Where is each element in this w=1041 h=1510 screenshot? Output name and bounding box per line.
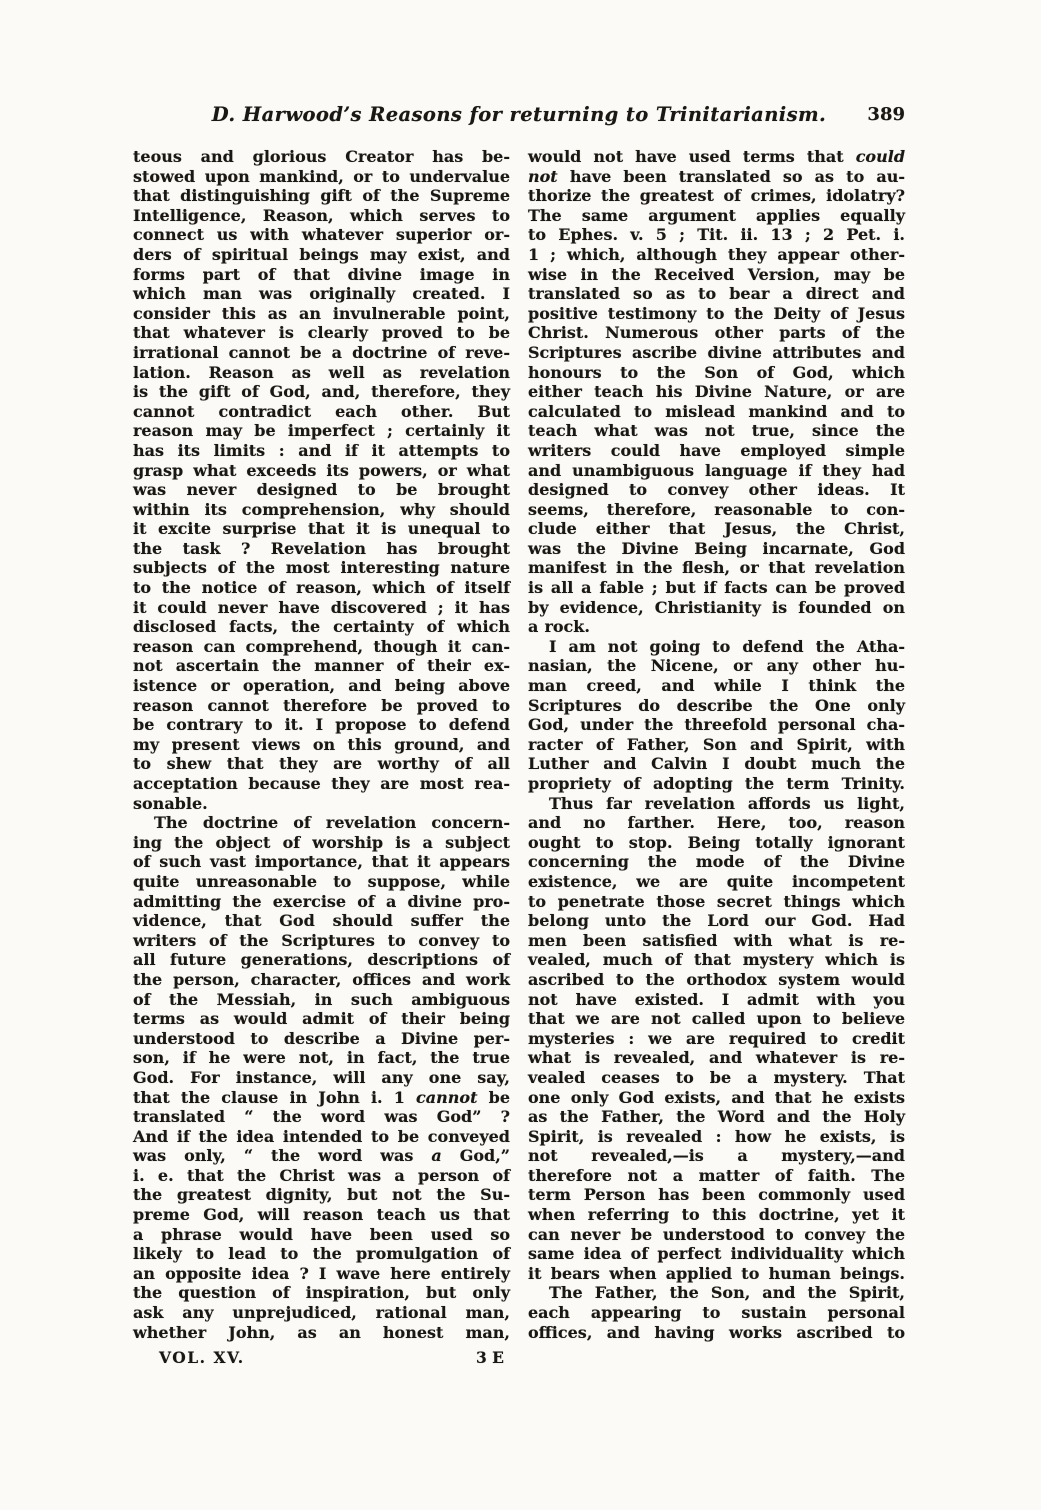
text-line: teous and glorious Creator has be- [133, 147, 510, 166]
signature-mark: 3 E [476, 1348, 504, 1368]
text-line: istence or operation, and being above [133, 676, 510, 696]
text-line: vidence, that God should suffer the [133, 911, 510, 931]
text-line: that whatever is clearly proved to be [133, 323, 510, 343]
text-line: the question of inspiration, but only [133, 1283, 510, 1303]
text-line: not have been translated so as to au- [528, 166, 905, 186]
text-line: consider this as an invulnerable point, [133, 303, 510, 323]
text-line: be contrary to it. I propose to defend [133, 715, 510, 735]
text-line: teach what was not true, since the [528, 421, 905, 441]
text-line: God. For instance, will any one say, [133, 1067, 510, 1087]
text-line: ought to stop. Being totally ignorant [528, 832, 905, 852]
text-line: the greatest dignity, but not the Su- [133, 1185, 510, 1205]
paragraph [133, 147, 510, 813]
text-line: manifest in the flesh, or that revelation [528, 558, 905, 578]
text-line: connect us with whatever superior or- [133, 225, 510, 245]
text-line: all future generations, descriptions of [133, 950, 510, 970]
text-line: has its limits : and if it attempts to [133, 440, 510, 460]
text-line: Scriptures ascribe divine attributes and [528, 342, 905, 362]
text-line: honours to the Son of God, which [528, 362, 905, 382]
text-line: ing the object of worship is a subject [133, 832, 510, 852]
text-line: understood to describe a Divine per- [133, 1028, 510, 1048]
left-column [133, 147, 510, 1342]
text-line: which man was originally created. I [133, 284, 510, 304]
text-line: and unambiguous language if they had [528, 460, 905, 480]
text-line: to shew that they are worthy of all [133, 754, 510, 774]
text-line: stowed upon mankind, or to undervalue [133, 166, 510, 186]
text-line: Thus far revelation affords us light, [549, 793, 905, 813]
text-line: nasian, the Nicene, or any other hu- [528, 656, 905, 676]
text-line: reason may be imperfect ; certainly it [133, 421, 510, 441]
text-line: God, under the threefold personal cha- [528, 715, 905, 735]
text-line: is the gift of God, and, therefore, they [133, 382, 510, 402]
text-line: an opposite idea ? I wave here entirely [133, 1263, 510, 1283]
text-line: acceptation because they are most rea- [133, 774, 510, 793]
text-line: lation. Reason as well as revelation [133, 362, 510, 382]
text-line: wise in the Received Version, may be [528, 264, 905, 284]
text-line: Luther and Calvin I doubt much the [528, 754, 905, 774]
text-line: writers of the Scriptures to convey to [133, 930, 510, 950]
text-line: reason can comprehend, though it can- [133, 636, 510, 656]
text-line: was never designed to be brought [133, 480, 510, 500]
text-line: disclosed facts, the certainty of which [133, 617, 510, 637]
text-line: cannot contradict each other. But [133, 401, 510, 421]
text-line: vealed, much of that mystery which is [528, 950, 905, 970]
text-line: of such vast importance, that it appears [133, 852, 510, 872]
two-column-text [133, 147, 905, 1342]
text-line: irrational cannot be a doctrine of reve- [133, 342, 510, 362]
text-line: a rock. [528, 617, 590, 637]
text-line: was the Divine Being incarnate, God [528, 538, 905, 558]
text-line: of the Messiah, in such ambiguous [133, 989, 510, 1009]
text-line: admitting the exercise of a divine pro- [133, 891, 510, 911]
text-line: and no farther. Here, too, reason [528, 813, 905, 833]
text-line: thorize the greatest of crimes, idolatry? [528, 186, 905, 206]
text-line: either teach his Divine Nature, or are [528, 382, 905, 402]
text-line: a phrase would have been used so [133, 1224, 510, 1244]
text-line: to penetrate those secret things which [528, 891, 905, 911]
paragraph [133, 813, 510, 1342]
text-line: offices, and having works ascribed to [528, 1322, 905, 1342]
paragraph [528, 794, 905, 1284]
text-line: ders of spiritual beings may exist, and [133, 244, 510, 264]
text-line: not revealed,—is a mystery,—and [528, 1146, 905, 1166]
text-line: term Person has been commonly used [528, 1185, 905, 1205]
text-line: translated so as to bear a direct and [528, 284, 905, 304]
text-line: Scriptures do describe the One only [528, 695, 905, 715]
text-line: whether John, as an honest man, [133, 1322, 510, 1342]
text-line: i. e. that the Christ was a person of [133, 1165, 510, 1185]
text-line: ask any unprejudiced, rational man, [133, 1303, 510, 1323]
text-line: can never be understood to convey the [528, 1224, 905, 1244]
text-line: as the Father, the Word and the Holy [528, 1107, 905, 1127]
text-line: existence, we are quite incompetent [528, 871, 905, 891]
text-line: Spirit, is revealed : how he exists, is [528, 1126, 905, 1146]
text-line: The doctrine of revelation concern- [154, 813, 510, 833]
text-line: mysteries : we are required to credit [528, 1028, 905, 1048]
text-line: calculated to mislead mankind and to [528, 401, 905, 421]
text-line: that distinguishing gift of the Supreme [133, 186, 510, 206]
text-line: men been satisfied with what is re- [528, 930, 905, 950]
text-line: reason cannot therefore be proved to [133, 695, 510, 715]
text-line: preme God, will reason teach us that [133, 1205, 510, 1225]
text-line: clude either that Jesus, the Christ, [528, 519, 905, 539]
text-line: And if the idea intended to be conveyed [133, 1126, 510, 1146]
volume-label: VOL. XV. [159, 1348, 245, 1368]
text-line: the person, character, offices and work [133, 969, 510, 989]
text-line: son, if he were not, in fact, the true [133, 1048, 510, 1068]
text-line: The same argument applies equally [528, 205, 905, 225]
text-line: racter of Father, Son and Spirit, with [528, 734, 905, 754]
text-line: by evidence, Christianity is founded on [528, 597, 905, 617]
text-line: one only God exists, and that he exists [528, 1087, 905, 1107]
text-line: designed to convey other ideas. It [528, 480, 905, 500]
text-line: when referring to this doctrine, yet it [528, 1205, 905, 1225]
text-line: is all a fable ; but if facts can be proved [528, 578, 905, 598]
text-line: my present views on this ground, and [133, 734, 510, 754]
text-line: ascribed to the orthodox system would [528, 969, 905, 989]
text-line: what is revealed, and whatever is re- [528, 1048, 905, 1068]
text-line: 1 ; which, although they appear other- [528, 244, 905, 264]
header-title: D. Harwood’s Reasons for returning to Trinitarianism. [211, 103, 827, 126]
text-line: man creed, and while I think the [528, 676, 905, 696]
text-line: writers could have employed simple [528, 440, 905, 460]
text-block [133, 103, 905, 1367]
text-line: translated “ the word was God” ? [133, 1107, 510, 1127]
text-line: terms as would admit of their being [133, 1009, 510, 1029]
page-number: 389 [867, 104, 905, 125]
text-line: concerning the mode of the Divine [528, 852, 905, 872]
text-line: to Ephes. v. 5 ; Tit. ii. 13 ; 2 Pet. i. [528, 225, 905, 245]
text-line: that the clause in John i. 1 cannot be [133, 1087, 511, 1107]
text-line: that we are not called upon to believe [528, 1009, 905, 1029]
page-footer [133, 1348, 510, 1367]
running-header [133, 103, 905, 147]
text-line: subjects of the most interesting nature [133, 558, 510, 578]
text-line: seems, therefore, reasonable to con- [528, 499, 905, 519]
text-line: grasp what exceeds its powers, or what [133, 460, 510, 480]
text-line: Intelligence, Reason, which serves to [133, 205, 510, 225]
paragraph [528, 1283, 905, 1342]
text-line: it could never have discovered ; it has [133, 597, 510, 617]
text-line: same idea of perfect individuality which [528, 1244, 905, 1264]
text-line: quite unreasonable to suppose, while [133, 871, 510, 891]
text-line: I am not going to defend the Atha- [549, 636, 905, 656]
text-line: to the notice of reason, which of itself [133, 578, 510, 598]
text-line: positive testimony to the Deity of Jesus [528, 303, 905, 323]
paragraph [528, 637, 905, 794]
paragraph [528, 147, 905, 637]
text-line: propriety of adopting the term Trinity. [528, 774, 905, 793]
text-line: sonable. [133, 793, 208, 813]
text-line: the task ? Revelation has brought [133, 538, 510, 558]
text-line: each appearing to sustain personal [528, 1303, 905, 1323]
text-line: therefore not a matter of faith. The [528, 1165, 905, 1185]
text-line: likely to lead to the promulgation of [133, 1244, 510, 1264]
text-line: The Father, the Son, and the Spirit, [549, 1283, 905, 1303]
text-line: it bears when applied to human beings. [528, 1263, 905, 1283]
text-line: it excite surprise that it is unequal to [133, 519, 510, 539]
right-column [528, 147, 905, 1342]
text-line: forms part of that divine image in [133, 264, 510, 284]
text-line: Christ. Numerous other parts of the [528, 323, 905, 343]
text-line: was only, “ the word was a God,” [133, 1146, 510, 1166]
text-line: belong unto the Lord our God. Had [528, 911, 905, 931]
text-line: would not have used terms that could [528, 147, 905, 166]
text-line: vealed ceases to be a mystery. That [528, 1067, 905, 1087]
text-line: not have existed. I admit with you [528, 989, 905, 1009]
text-line: not ascertain the manner of their ex- [133, 656, 510, 676]
text-line: within its comprehension, why should [133, 499, 510, 519]
